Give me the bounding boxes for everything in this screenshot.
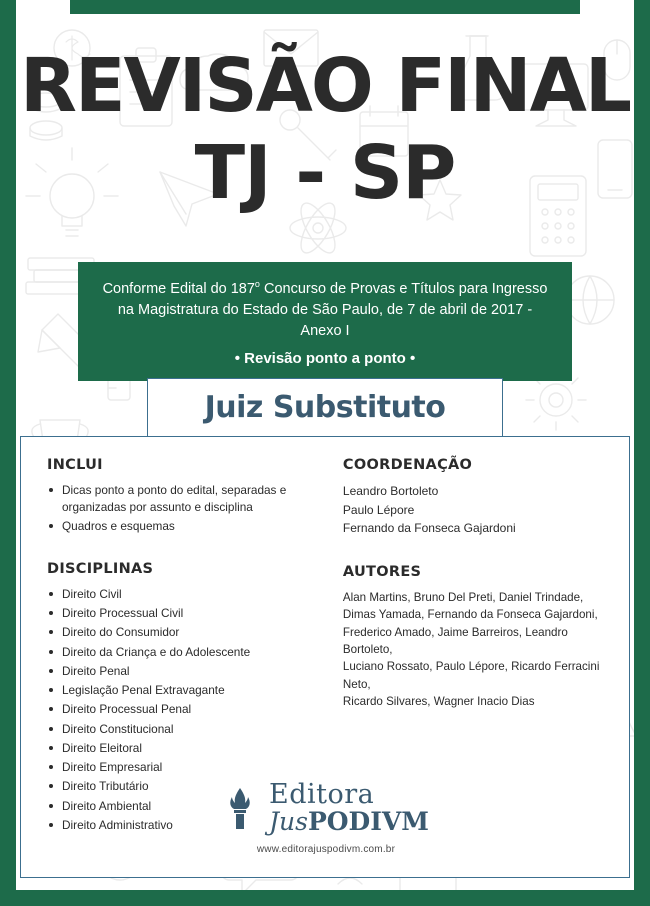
authors-line: Ricardo Silvares, Wagner Inacio Dias xyxy=(342,695,535,709)
publisher-name-podivm: PODIVM xyxy=(307,807,429,836)
edital-line-2: na Magistratura do Estado de São Paulo, de 7 de abril de 2017 - Anexo I xyxy=(117,301,533,339)
list-item: Direito Penal xyxy=(47,663,311,680)
publisher-name-jus: Jus xyxy=(269,807,308,836)
publisher-wordmark xyxy=(269,781,429,834)
coordinator-name: Fernando da Fonseca Gajardoni xyxy=(342,521,516,536)
page-subtitle: TJ - SP xyxy=(194,129,456,216)
top-green-bar xyxy=(70,0,580,14)
publisher-website: www.editorajuspodivm.com.br xyxy=(256,844,396,855)
authors-line: Frederico Amado, Jaime Barreiros, Leandro Bortoleto, xyxy=(342,625,568,656)
cover-content-card xyxy=(20,436,630,878)
list-item: Direito Processual Civil xyxy=(47,605,311,622)
coordenacao-heading: COORDENAÇÃO xyxy=(342,457,473,473)
torch-logo-icon xyxy=(223,786,257,830)
list-item: Direito Constitucional xyxy=(47,721,311,738)
edital-banner xyxy=(78,262,572,381)
publisher-logo-area xyxy=(21,781,631,855)
list-item: Direito Tributário xyxy=(47,778,311,795)
page-title: REVISÃO FINAL xyxy=(19,43,630,129)
publisher-logo-row xyxy=(223,781,429,834)
list-item: Direito Civil xyxy=(47,586,311,603)
list-item: Direito Eleitoral xyxy=(47,740,311,757)
edital-tagline: • Revisão ponto a ponto • xyxy=(234,349,416,367)
disciplinas-heading: DISCIPLINAS xyxy=(47,560,154,577)
inclui-list xyxy=(47,482,311,535)
edital-text-post: Concurso de Provas e Títulos para Ingresso xyxy=(259,280,548,297)
list-item: Quadros e esquemas xyxy=(47,518,311,535)
list-item: Direito Processual Penal xyxy=(47,701,311,718)
cargo-label: Juiz Substituto xyxy=(204,390,446,425)
coordinator-name: Paulo Lépore xyxy=(342,502,415,517)
list-item: Legislação Penal Extravagante xyxy=(47,682,311,699)
coordinator-name: Leandro Bortoleto xyxy=(342,484,439,498)
bottom-green-bar xyxy=(0,890,650,906)
cover-title-block xyxy=(0,43,650,216)
publisher-name-bottom xyxy=(269,809,429,834)
list-item: Direito Empresarial xyxy=(47,759,311,776)
edital-text-pre: Conforme Edital do 187 xyxy=(102,280,255,297)
cargo-badge xyxy=(147,378,503,436)
authors-line: Dimas Yamada, Fernando da Fonseca Gajardoni, xyxy=(342,608,598,622)
edital-ordinal: o xyxy=(254,279,260,289)
list-item: Dicas ponto a ponto do edital, separadas e organizadas por assunto e disciplina xyxy=(47,482,311,516)
inclui-heading: INCLUI xyxy=(47,457,103,473)
publisher-name-top: Editora xyxy=(269,779,375,810)
edital-line-1 xyxy=(96,278,554,300)
autores-heading: AUTORES xyxy=(342,563,422,580)
list-item: Direito do Consumidor xyxy=(47,624,311,641)
list-item: Direito Administrativo xyxy=(47,817,311,834)
authors-line: Luciano Rossato, Paulo Lépore, Ricardo Ferracini Neto, xyxy=(342,660,600,691)
list-item: Direito da Criança e do Adolescente xyxy=(47,644,311,661)
authors-line: Alan Martins, Bruno Del Preti, Daniel Trindade, xyxy=(342,590,584,604)
list-item: Direito Ambiental xyxy=(47,798,311,815)
